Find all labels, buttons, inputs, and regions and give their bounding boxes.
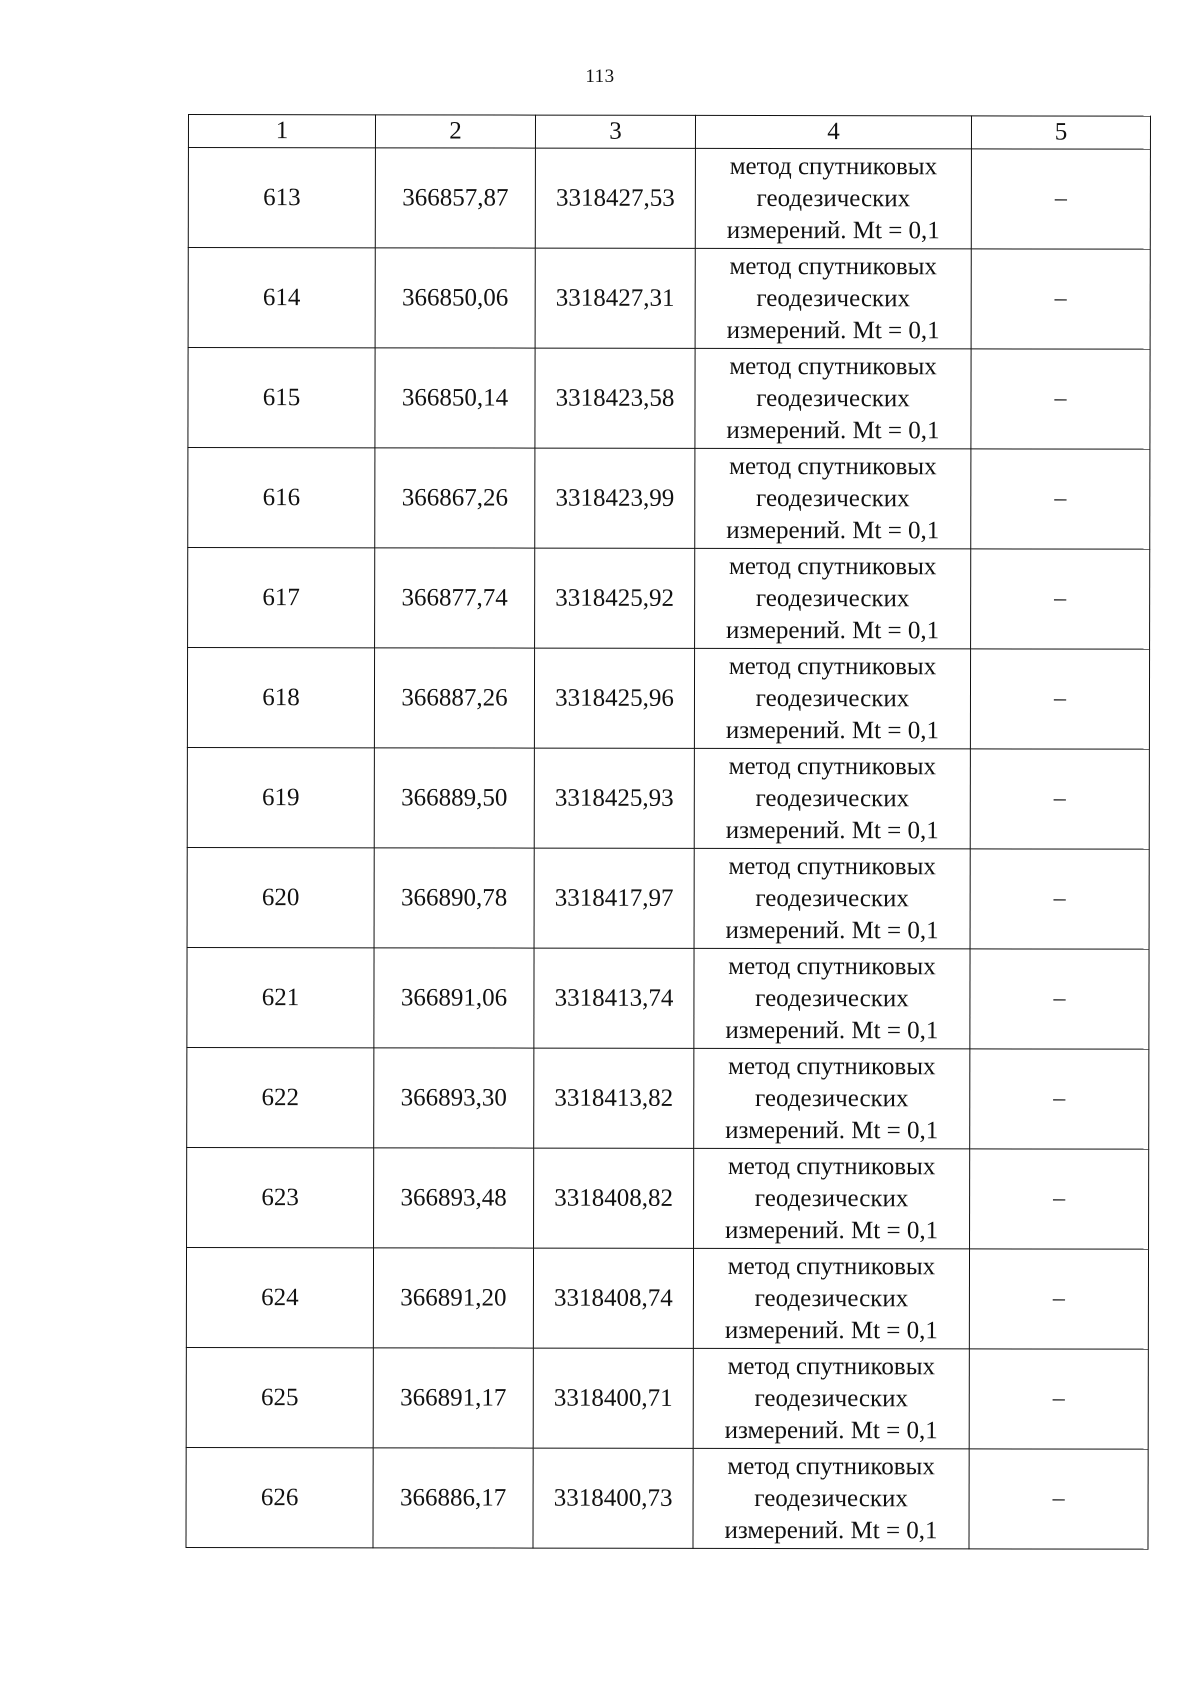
point-number-cell: 618 [187, 648, 374, 748]
table-row [187, 1047, 1149, 1149]
table-row [188, 448, 1150, 550]
table-row [186, 1247, 1148, 1349]
point-number-cell: 622 [187, 1047, 374, 1147]
point-number-cell: 613 [188, 148, 375, 248]
column-header-5: 5 [971, 116, 1150, 149]
x-coordinate-cell: 366850,14 [375, 348, 535, 448]
method-cell: метод спутниковых геодезических измерений. Mt = 0,1 [694, 948, 970, 1048]
method-cell: метод спутниковых геодезических измерений. Mt = 0,1 [693, 1448, 969, 1548]
table-header [188, 115, 1150, 150]
y-coordinate-cell: 3318400,73 [533, 1448, 693, 1548]
table-body [186, 148, 1150, 1550]
note-cell: – [971, 249, 1150, 349]
note-cell: – [971, 549, 1150, 649]
y-coordinate-cell: 3318413,74 [534, 948, 694, 1048]
table-row [187, 947, 1149, 1049]
x-coordinate-cell: 366891,20 [373, 1248, 533, 1348]
method-cell: метод спутниковых геодезических измерений. Mt = 0,1 [694, 748, 970, 848]
table-row [186, 1347, 1148, 1449]
note-cell: – [971, 349, 1150, 449]
method-cell: метод спутниковых геодезических измерений. Mt = 0,1 [695, 448, 971, 548]
x-coordinate-cell: 366857,87 [375, 148, 535, 248]
x-coordinate-cell: 366893,30 [374, 1048, 534, 1148]
y-coordinate-cell: 3318425,96 [534, 648, 694, 748]
table-row [188, 548, 1150, 650]
method-cell: метод спутниковых геодезических измерений. Mt = 0,1 [695, 148, 971, 248]
table-row [187, 648, 1149, 750]
point-number-cell: 615 [188, 348, 375, 448]
point-number-cell: 614 [188, 248, 375, 348]
table-row [188, 148, 1150, 250]
header-row [188, 115, 1150, 150]
note-cell: – [971, 449, 1150, 549]
coordinates-table [185, 114, 1151, 1550]
column-header-2: 2 [375, 115, 535, 148]
method-cell: метод спутниковых геодезических измерений. Mt = 0,1 [695, 348, 971, 448]
y-coordinate-cell: 3318423,99 [535, 448, 695, 548]
y-coordinate-cell: 3318408,82 [534, 1148, 694, 1248]
note-cell: – [970, 949, 1149, 1049]
point-number-cell: 626 [186, 1447, 373, 1547]
method-cell: метод спутниковых геодезических измерений. Mt = 0,1 [694, 848, 970, 948]
table-row [188, 248, 1150, 350]
note-cell: – [970, 849, 1149, 949]
x-coordinate-cell: 366886,17 [373, 1448, 533, 1548]
method-cell: метод спутниковых геодезических измерений. Mt = 0,1 [695, 248, 971, 348]
note-cell: – [970, 649, 1149, 749]
y-coordinate-cell: 3318408,74 [533, 1248, 693, 1348]
method-cell: метод спутниковых геодезических измерений. Mt = 0,1 [694, 1048, 970, 1148]
column-header-1: 1 [188, 115, 375, 148]
point-number-cell: 625 [186, 1347, 373, 1447]
method-cell: метод спутниковых геодезических измерений. Mt = 0,1 [695, 548, 971, 648]
y-coordinate-cell: 3318427,31 [535, 248, 695, 348]
y-coordinate-cell: 3318413,82 [534, 1048, 694, 1148]
point-number-cell: 621 [187, 947, 374, 1047]
point-number-cell: 624 [186, 1247, 373, 1347]
x-coordinate-cell: 366887,26 [374, 648, 534, 748]
x-coordinate-cell: 366891,17 [373, 1348, 533, 1448]
point-number-cell: 619 [187, 747, 374, 847]
y-coordinate-cell: 3318425,92 [535, 548, 695, 648]
method-cell: метод спутниковых геодезических измерений. Mt = 0,1 [694, 1148, 970, 1248]
y-coordinate-cell: 3318400,71 [533, 1348, 693, 1448]
y-coordinate-cell: 3318425,93 [534, 748, 694, 848]
column-header-4: 4 [695, 115, 971, 148]
x-coordinate-cell: 366850,06 [375, 248, 535, 348]
method-cell: метод спутниковых геодезических измерений. Mt = 0,1 [693, 1348, 969, 1448]
y-coordinate-cell: 3318417,97 [534, 848, 694, 948]
point-number-cell: 623 [187, 1147, 374, 1247]
method-cell: метод спутниковых геодезических измерений. Mt = 0,1 [693, 1248, 969, 1348]
column-header-3: 3 [535, 115, 695, 148]
x-coordinate-cell: 366891,06 [374, 948, 534, 1048]
point-number-cell: 620 [187, 847, 374, 947]
note-cell: – [971, 149, 1150, 249]
table-row [188, 348, 1150, 450]
note-cell: – [970, 1149, 1149, 1249]
point-number-cell: 616 [188, 448, 375, 548]
note-cell: – [970, 1049, 1149, 1149]
y-coordinate-cell: 3318427,53 [535, 148, 695, 248]
note-cell: – [969, 1249, 1148, 1349]
note-cell: – [970, 749, 1149, 849]
table-row [187, 847, 1149, 949]
table-row [187, 747, 1149, 849]
y-coordinate-cell: 3318423,58 [535, 348, 695, 448]
x-coordinate-cell: 366889,50 [374, 748, 534, 848]
table-row [186, 1447, 1148, 1549]
note-cell: – [969, 1349, 1148, 1449]
x-coordinate-cell: 366867,26 [375, 448, 535, 548]
note-cell: – [969, 1449, 1148, 1549]
x-coordinate-cell: 366893,48 [374, 1148, 534, 1248]
point-number-cell: 617 [188, 548, 375, 648]
x-coordinate-cell: 366877,74 [375, 548, 535, 648]
x-coordinate-cell: 366890,78 [374, 848, 534, 948]
table-row [187, 1147, 1149, 1249]
method-cell: метод спутниковых геодезических измерений. Mt = 0,1 [694, 648, 970, 748]
page-number: 113 [585, 66, 615, 87]
